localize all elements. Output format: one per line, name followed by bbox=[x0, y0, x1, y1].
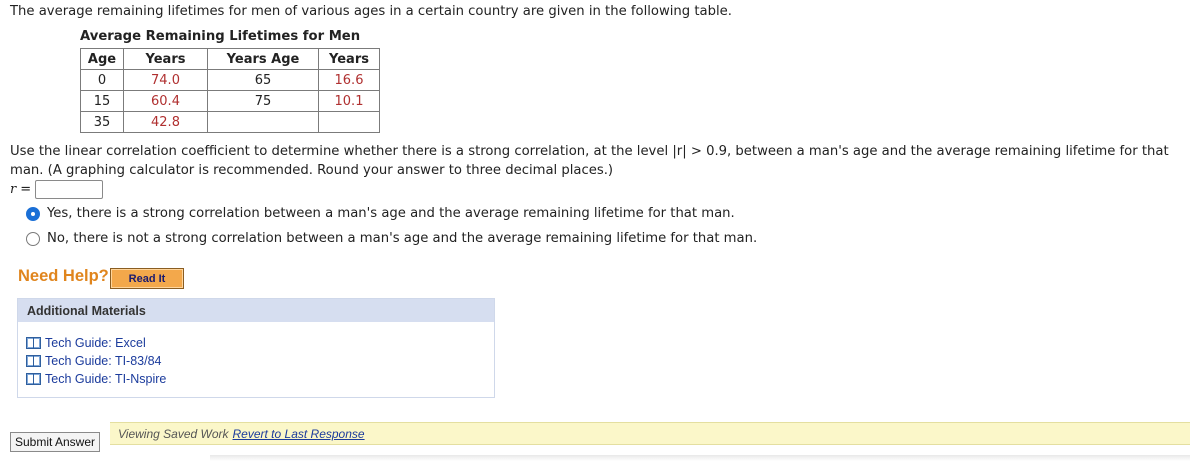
r-answer-row bbox=[10, 180, 103, 199]
table-cell: 0 bbox=[81, 70, 124, 91]
table-cell: 60.4 bbox=[124, 91, 208, 112]
materials-item-label: Tech Guide: TI-Nspire bbox=[45, 372, 167, 386]
table-cell bbox=[208, 112, 319, 133]
table-header-row bbox=[81, 49, 380, 70]
table-cell: 74.0 bbox=[124, 70, 208, 91]
materials-list bbox=[26, 334, 166, 388]
radio-no[interactable] bbox=[26, 232, 40, 246]
materials-header: Additional Materials bbox=[18, 299, 494, 322]
option-no-label: No, there is not a strong correlation between a man's age and the average remaining lifetime for that man. bbox=[47, 231, 758, 246]
viewing-saved-text: Viewing Saved Work bbox=[118, 426, 229, 441]
header-years-2: Years bbox=[319, 49, 380, 70]
read-it-button[interactable]: Read It bbox=[110, 268, 184, 289]
need-help-heading: Need Help? bbox=[18, 267, 109, 285]
lifetimes-table bbox=[80, 48, 380, 133]
tech-guide-tinspire-link[interactable] bbox=[26, 370, 166, 388]
question-text: Use the linear correlation coefficient to determine whether there is a strong correlation, at the level |r| > 0.9, between a man's age and the average remaining lifetime for that man. (A graphing calculator is recommended. Round your answer to three decimal places.) bbox=[10, 144, 1169, 178]
table-cell: 42.8 bbox=[124, 112, 208, 133]
problem-intro: The average remaining lifetimes for men of various ages in a certain country are given in the following table. bbox=[10, 4, 732, 19]
table-cell: 10.1 bbox=[319, 91, 380, 112]
r-equals-sign: = bbox=[20, 182, 32, 197]
book-icon bbox=[26, 337, 41, 349]
tech-guide-ti83-link[interactable] bbox=[26, 352, 166, 370]
book-icon bbox=[26, 373, 41, 385]
materials-item-label: Tech Guide: Excel bbox=[45, 336, 146, 350]
additional-materials-panel bbox=[17, 298, 495, 398]
option-yes[interactable] bbox=[26, 206, 735, 221]
tech-guide-excel-link[interactable] bbox=[26, 334, 166, 352]
header-years-age: Years Age bbox=[208, 49, 319, 70]
table-cell: 75 bbox=[208, 91, 319, 112]
table-row bbox=[81, 70, 380, 91]
header-years: Years bbox=[124, 49, 208, 70]
r-label: r bbox=[10, 182, 17, 197]
saved-work-bar bbox=[110, 422, 1190, 445]
option-yes-label: Yes, there is a strong correlation between a man's age and the average remaining lifetime for that man. bbox=[47, 206, 735, 221]
radio-yes[interactable] bbox=[26, 207, 40, 221]
table-cell: 15 bbox=[81, 91, 124, 112]
divider bbox=[210, 455, 1190, 461]
r-input[interactable] bbox=[35, 180, 103, 199]
table-row bbox=[81, 112, 380, 133]
table-cell: 65 bbox=[208, 70, 319, 91]
revert-link[interactable]: Revert to Last Response bbox=[232, 426, 365, 441]
book-icon bbox=[26, 355, 41, 367]
option-no[interactable] bbox=[26, 231, 757, 246]
table-row bbox=[81, 91, 380, 112]
table-cell: 16.6 bbox=[319, 70, 380, 91]
materials-item-label: Tech Guide: TI-83/84 bbox=[45, 354, 162, 368]
table-cell bbox=[319, 112, 380, 133]
header-age: Age bbox=[81, 49, 124, 70]
submit-answer-button[interactable]: Submit Answer bbox=[10, 432, 100, 452]
table-title: Average Remaining Lifetimes for Men bbox=[80, 29, 361, 44]
table-cell: 35 bbox=[81, 112, 124, 133]
